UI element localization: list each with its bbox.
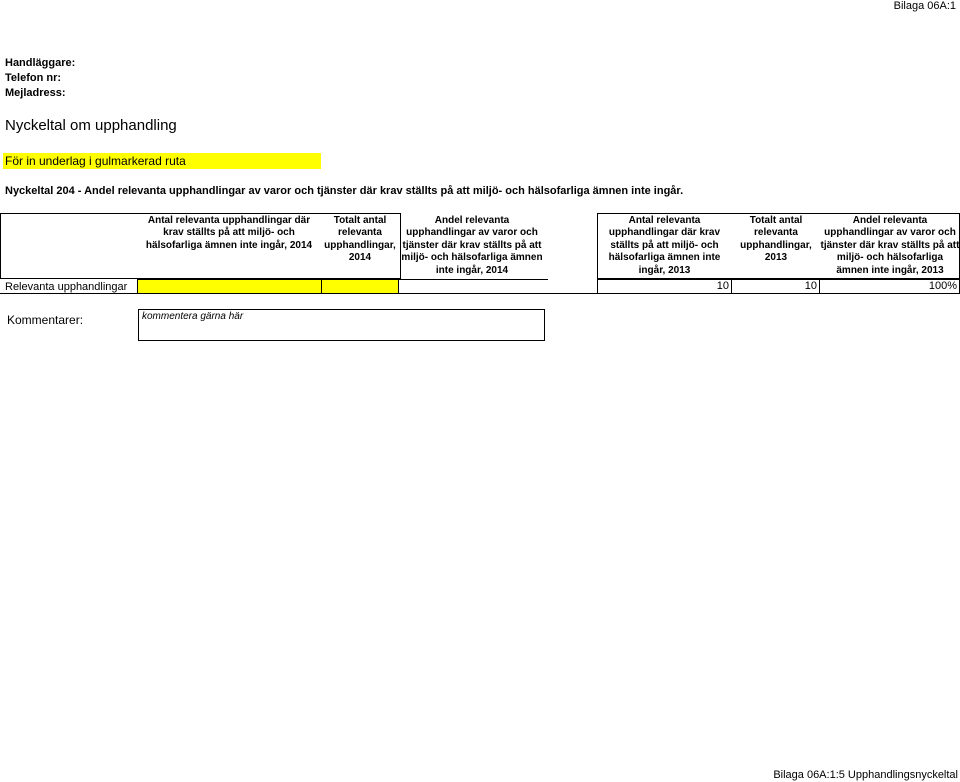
header-total-2013: Totalt antal relevanta upphandlingar, 2013 [740, 215, 812, 264]
value-total-2013: 10 [731, 279, 820, 294]
page-title: Nyckeltal om upphandling [5, 117, 177, 134]
input-total-2014[interactable] [321, 279, 399, 294]
comments-label: Kommentarer: [7, 313, 84, 327]
header-share-2014: Andel relevanta upphandlingar av varor och tjänster där krav ställts på att miljö- och hälsofarliga ämnen inte ingår, 2014 [401, 215, 543, 276]
value-count-2013: 10 [597, 279, 732, 294]
row-bottom-border [0, 293, 960, 294]
value-share-2014 [398, 279, 548, 294]
indicator-subtitle: Nyckeltal 204 - Andel relevanta upphandlingar av varor och tjänster där krav ställts på att miljö- och hälsofarliga ämnen inte ingår. [5, 185, 684, 197]
input-count-2014[interactable] [137, 279, 322, 294]
phone-label: Telefon nr: [5, 72, 62, 84]
header-total-2014: Totalt antal relevanta upphandlingar, 2014 [324, 215, 396, 264]
buyer-label: Handläggare: [5, 57, 76, 69]
email-label: Mejladress: [5, 87, 66, 99]
sheet-corner-label: Bilaga 06A:1 [893, 0, 956, 12]
header-count-2014: Antal relevanta upphandlingar där krav ställts på att miljö- och hälsofarliga ämnen inte ingår, 2014 [145, 215, 313, 251]
row-label-relevant-procurements: Relevanta upphandlingar [5, 281, 128, 293]
instruction-banner: För in underlag i gulmarkerad ruta [3, 153, 321, 169]
header-count-2013: Antal relevanta upphandlingar där krav ställts på att miljö- och hälsofarliga ämnen inte ingår, 2013 [608, 215, 721, 276]
header-share-2013: Andel relevanta upphandlingar av varor och tjänster där krav ställts på att miljö- och hälsofarliga ämnen inte ingår, 2013 [820, 215, 960, 276]
sheet-footer: Bilaga 06A:1:5 Upphandlingsnyckeltal [773, 769, 958, 781]
value-share-2013: 100% [819, 279, 960, 294]
comments-field[interactable]: kommentera gärna här [138, 309, 545, 341]
